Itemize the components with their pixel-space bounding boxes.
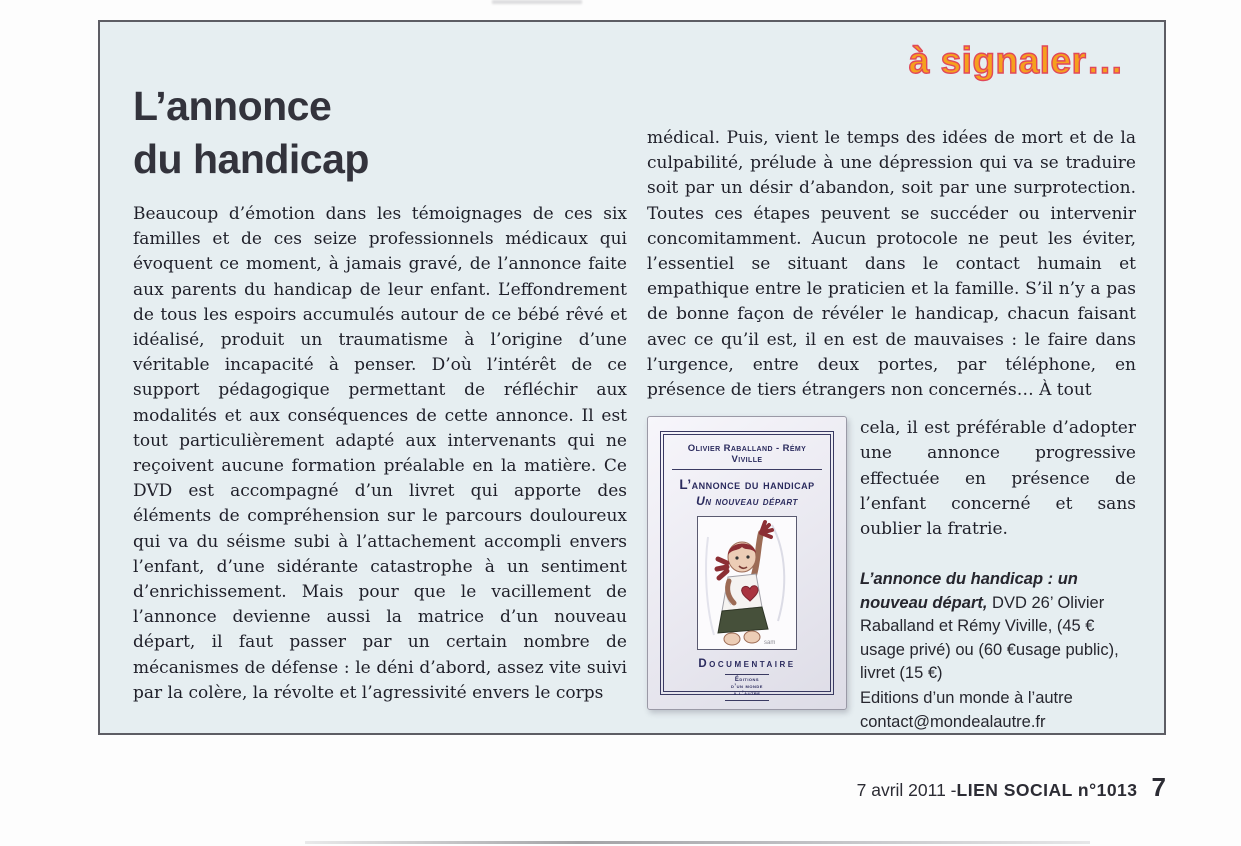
dvd-caption bbox=[860, 568, 1136, 735]
wrap-column bbox=[860, 416, 1136, 735]
scan-smudge bbox=[492, 0, 582, 4]
dvd-cover bbox=[647, 416, 847, 710]
article-column-right bbox=[647, 126, 1136, 735]
media-row bbox=[647, 416, 1136, 735]
dvd-cover-genre: Documentaire bbox=[698, 658, 796, 671]
footer-journal: LIEN SOCIAL n°1013 bbox=[956, 780, 1138, 800]
svg-text:sam: sam bbox=[764, 640, 776, 647]
article-column-left: Beaucoup d’émotion dans les témoignages de ces six familles et de ces seize professionnels médicaux qui évoquent ce moment, à jamais gravé, de l’annonce faite aux parents du handicap de leur enfant. L’effondrement de tous les espoirs accumulés autour de ce bébé rêvé et idéalisé, produit un traumatisme à l’origine d’une véritable incapacité à penser. D’où l’intérêt de ce support pédagogique permettant de réfléchir aux modalités et aux conséquences de cette annonce. Il est tout particulièrement adapté aux intervenants qui ne reçoivent aucune formation préalable en la matière. Ce DVD est accompagné d’un livret qui apporte des éléments de compréhension sur le parcours douloureux qui va du séisme subi à l’attachement accompli envers l’enfant, d’une sidérante catastrophe à un sentiment d’enrichissement. Mais pour que le vacillement de l’annonce devienne aussi la matrice d’un nouveau départ, il faut passer par un certain nombre de mécanismes de défense : le déni d’abord, assez vite suivi par la colère, la révolte et l’agressivité envers le corps bbox=[133, 204, 627, 703]
dvd-cover-frame bbox=[660, 431, 834, 698]
publisher-logo bbox=[725, 674, 769, 701]
dvd-cover-title: L’annonce du handicap bbox=[679, 477, 815, 493]
dvd-cover-subtitle: Un nouveau départ bbox=[696, 494, 798, 509]
caption-main bbox=[860, 568, 1136, 686]
article-column-right-text: médical. Puis, vient le temps des idées de mort et de la culpabilité, prélude à une dépression qui va se traduire soit par un désir d’abandon, soit par une surprotection. Toutes ces étapes peuvent se succéder ou intervenir concomitamment. Aucun protocole ne peut les éviter, l’essentiel se situant dans le contact humain et empathique entre le praticien et la famille. S’il n’y a pas de bonne façon de révéler le handicap, chacun faisant avec ce qu’il est, il en est de mauvaises : le faire dans l’urgence, entre deux portes, par téléphone, en présence de tiers étrangers non concernés… À tout bbox=[647, 128, 1136, 401]
article-title-line2: du handicap bbox=[133, 136, 369, 182]
footer-date: 7 avril 2011 - bbox=[856, 780, 957, 800]
page-number: 7 bbox=[1151, 772, 1166, 802]
article-wrap-text: cela, il est préférable d’adopter une annonce progressive effectuée en présence de l’enfant concerné et sans oublier la fratrie. bbox=[860, 418, 1136, 540]
publisher-line3: à l’autre bbox=[733, 691, 761, 698]
caption-details: DVD 26’ Olivier Raballand et Rémy Viville, (45 € usage privé) ou (60 €usage public), livret (15 €) bbox=[860, 593, 1119, 683]
caption-email: contact@mondealautre.fr bbox=[860, 713, 1046, 732]
publisher-line1: Éditions bbox=[734, 677, 760, 684]
publisher-line2: d’un monde bbox=[731, 684, 763, 691]
article-box bbox=[98, 20, 1166, 735]
section-label: à signaler… bbox=[908, 40, 1124, 81]
article-title-line1: L’annonce bbox=[133, 83, 332, 129]
page-footer bbox=[857, 772, 1166, 803]
caption-publisher: Editions d’un monde à l’autre bbox=[860, 688, 1073, 707]
girl-illustration bbox=[697, 516, 797, 650]
article-title bbox=[133, 80, 369, 186]
dvd-cover-frame-inner bbox=[663, 434, 831, 698]
dvd-cover-authors: Olivier Raballand - Rémy Viville bbox=[672, 443, 822, 470]
caption-title: L’annonce du handicap : un nouveau départ, bbox=[860, 570, 1078, 612]
scan-artifact-line bbox=[305, 841, 1090, 844]
